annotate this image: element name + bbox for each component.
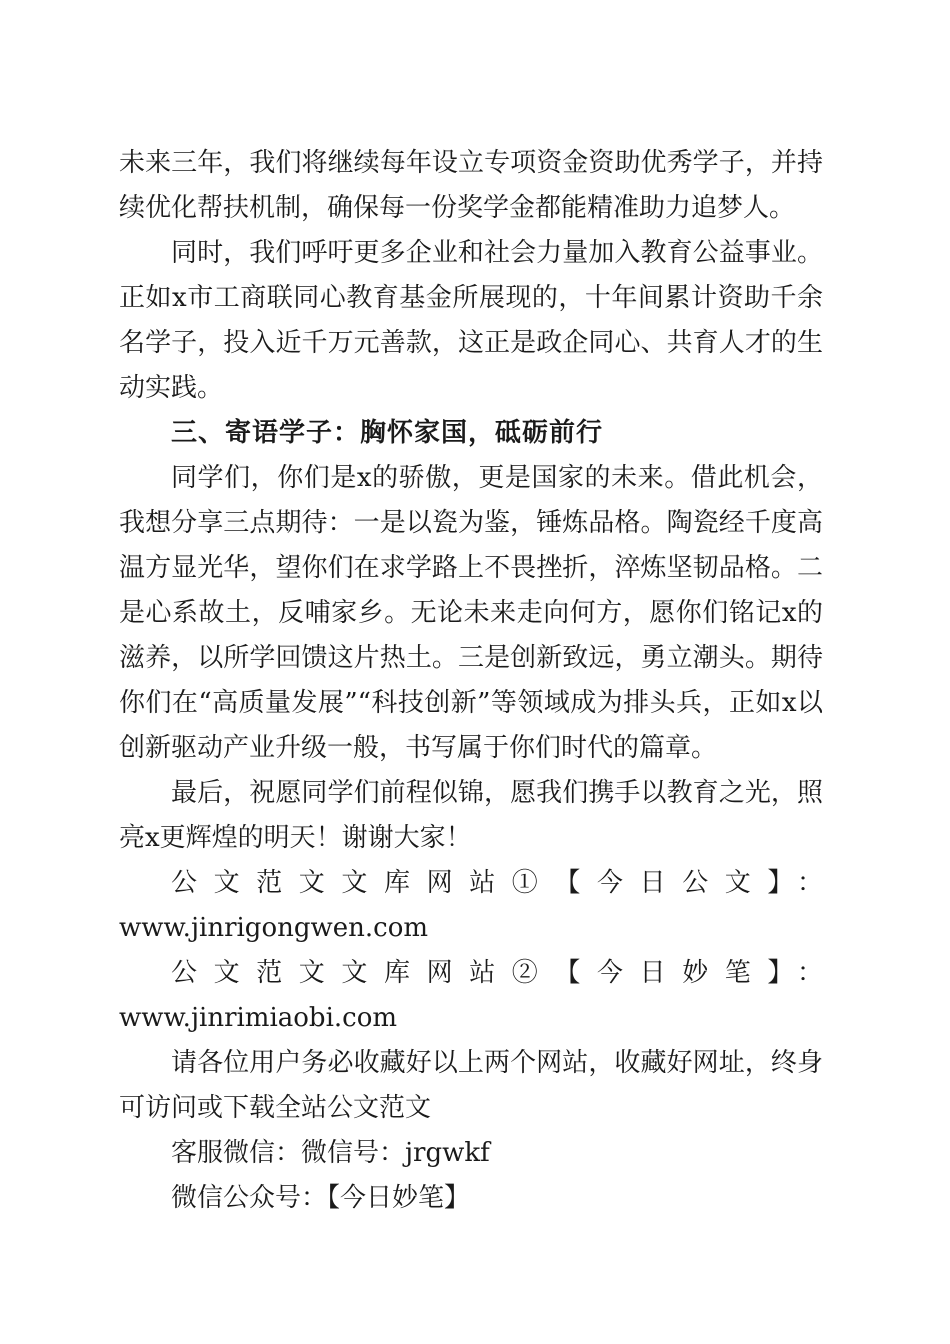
paragraph-future-plans: 未来三年，我们将继续每年设立专项资金资助优秀学子，并持续优化帮扶机制，确保每一份奖学金都能精准助力追梦人。 (119, 148, 823, 223)
paragraph-call-to-action: 同时，我们呼吁更多企业和社会力量加入教育公益事业。正如x市工商联同心教育基金所展现的，十年间累计资助千余名学子，投入近千万元善款，这正是政企同心、共育人才的生动实践。 (119, 238, 823, 403)
paragraph-message-to-students: 同学们，你们是x的骄傲，更是国家的未来。借此机会，我想分享三点期待：一是以瓷为鉴，锤炼品格。陶瓷经千度高温方显光华，望你们在求学路上不畏挫折，淬炼坚韧品格。二是心系故土，反哺家乡。无论未来走向何方，愿你们铭记x的滋养，以所学回馈这片热土。三是创新致远，勇立潮头。期待你们在“高质量发展”“科技创新”等领域成为排头兵，正如x以创新驱动产业升级一般，书写属于你们时代的篇章。 (119, 463, 823, 763)
footer-notice: 请各位用户务必收藏好以上两个网站，收藏好网址，终身可访问或下载全站公文范文 (119, 1048, 823, 1123)
document-body (119, 141, 823, 1221)
section-heading-3: 三、寄语学子：胸怀家国，砥砺前行 (171, 418, 604, 448)
paragraph-closing: 最后，祝愿同学们前程似锦，愿我们携手以教育之光，照亮x更辉煌的明天！谢谢大家！ (119, 778, 823, 853)
footer-wechat-account: 微信公众号：【今日妙笔】 (171, 1183, 471, 1213)
footer-site1-label: 公文范文文库网站①【今日公文】： (171, 868, 823, 898)
footer-site1-url: www.jinrigongwen.com (119, 913, 429, 943)
footer-wechat-service: 客服微信：微信号：jrgwkf (171, 1138, 490, 1168)
footer-site2: 公文范文文库网站②【今日妙笔】：www.jinrimiaobi.com (119, 958, 823, 1033)
